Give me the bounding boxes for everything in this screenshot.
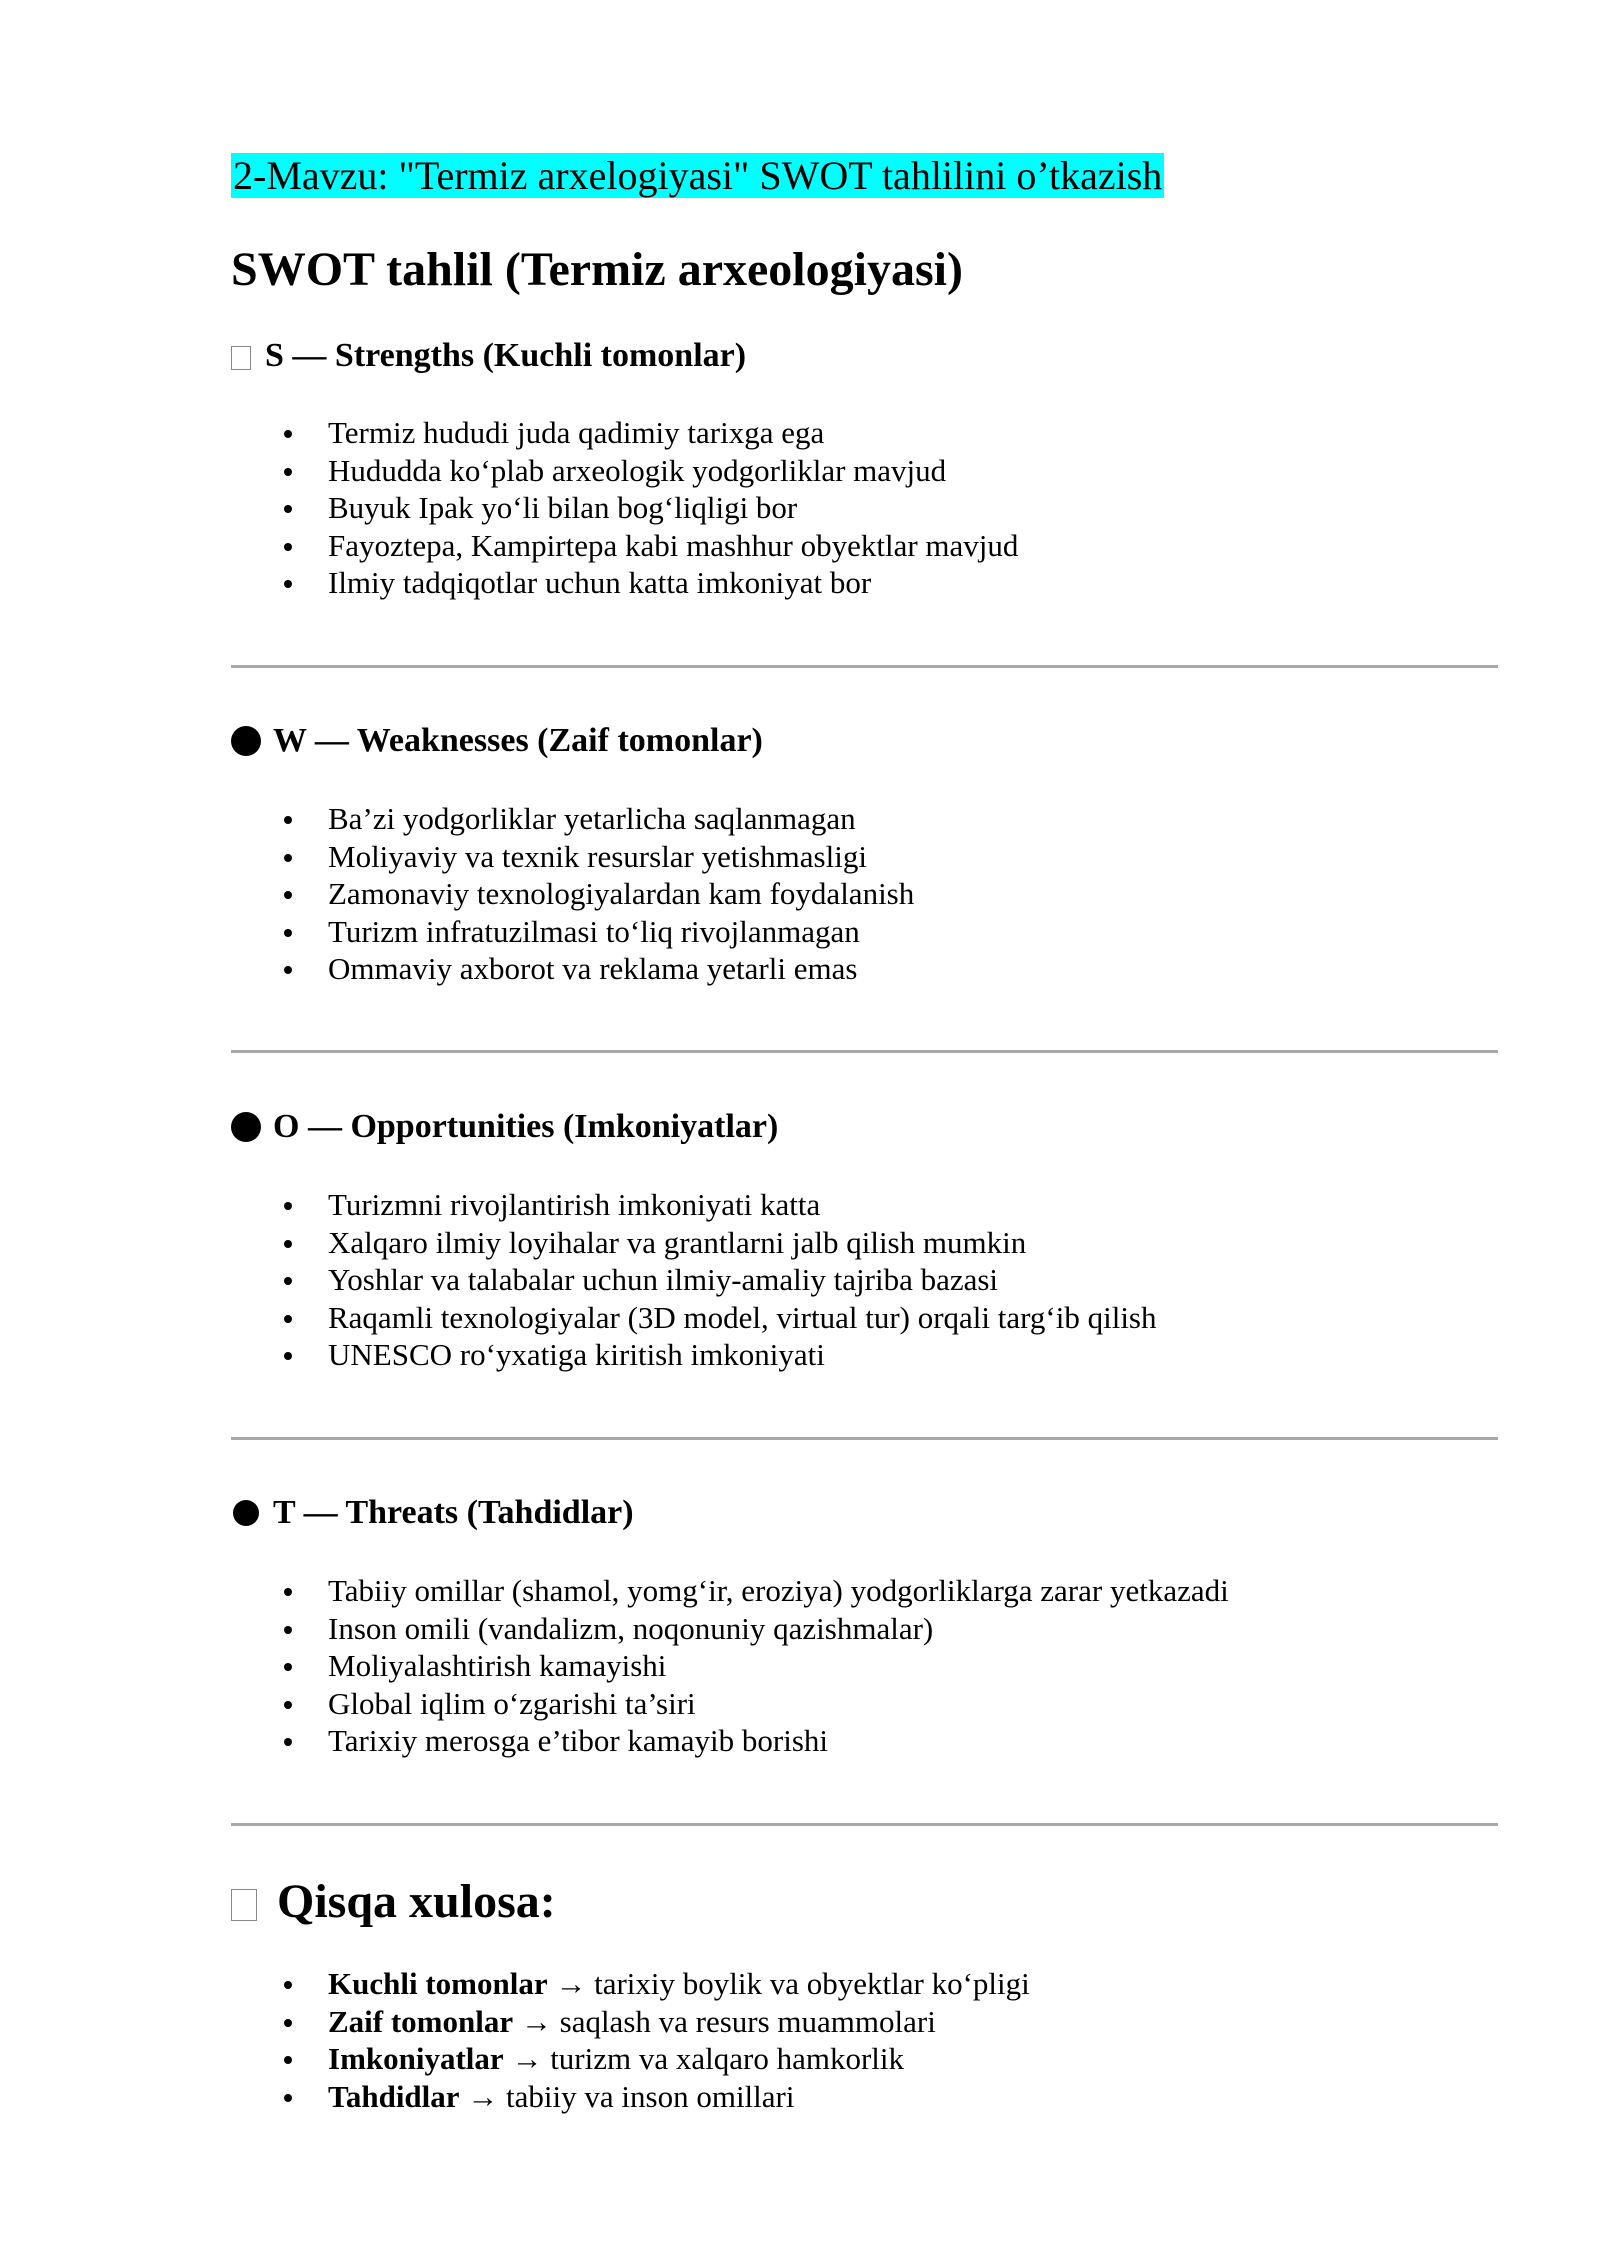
list-item xyxy=(231,2078,1030,2116)
summary-term: Imkoniyatlar xyxy=(328,2041,504,2077)
list-item-text: Moliyaviy va texnik resurslar yetishmasligi xyxy=(328,838,867,874)
document-heading: SWOT tahlil (Termiz arxeologiyasi) xyxy=(231,243,963,296)
list-item xyxy=(231,1299,1157,1337)
black-circle-icon xyxy=(231,1112,261,1142)
summary-text: turizm va xalqaro hamkorlik xyxy=(550,2041,904,2077)
list-item-text: Turizm infratuzilmasi to‘liq rivojlanmagan xyxy=(328,913,860,949)
list-item-text: Tarixiy merosga e’tibor kamayib borishi xyxy=(328,1723,829,1759)
summary-text: saqlash va resurs muammolari xyxy=(559,2003,936,2039)
section-divider xyxy=(231,1823,1498,1826)
list-item xyxy=(231,1647,1229,1685)
bullet-dot-icon xyxy=(284,1738,292,1746)
list-item-text: Global iqlim o‘zgarishi ta’siri xyxy=(328,1685,696,1721)
summary-term: Kuchli tomonlar xyxy=(328,1966,548,2001)
list-item xyxy=(231,1722,1229,1760)
list-item-text: Tabiiy omillar (shamol, yomg‘ir, eroziya) yodgorliklarga zarar yetkazadi xyxy=(328,1573,1229,1608)
strengths-list xyxy=(231,414,1018,602)
bullet-dot-icon xyxy=(284,2056,292,2064)
arrow-icon: → xyxy=(467,2078,499,2114)
summary-text: tabiiy va inson omillari xyxy=(506,2078,795,2114)
list-item xyxy=(231,1685,1229,1723)
list-item xyxy=(231,950,914,988)
black-circle-icon xyxy=(233,1500,259,1526)
bullet-dot-icon xyxy=(284,505,292,513)
arrow-icon: → xyxy=(520,2003,552,2039)
bullet-dot-icon xyxy=(284,966,292,974)
missing-glyph-box-icon xyxy=(231,346,251,370)
section-heading-text: W — Weaknesses (Zaif tomonlar) xyxy=(273,722,763,759)
list-item xyxy=(231,414,1018,452)
threats-list xyxy=(231,1572,1229,1760)
list-item xyxy=(231,838,914,876)
weaknesses-list xyxy=(231,800,914,988)
section-heading-threats xyxy=(231,1491,634,1535)
list-item xyxy=(231,1965,1030,2003)
arrow-icon: → xyxy=(511,2041,543,2077)
bullet-dot-icon xyxy=(284,1202,292,1210)
list-item xyxy=(231,489,1018,527)
section-heading-text: O — Opportunities (Imkoniyatlar) xyxy=(273,1108,779,1145)
section-divider xyxy=(231,1437,1498,1440)
section-heading-opportunities xyxy=(231,1105,778,1149)
list-item xyxy=(231,913,914,951)
bullet-dot-icon xyxy=(284,543,292,551)
section-heading-strengths xyxy=(231,334,746,378)
bullet-dot-icon xyxy=(284,1277,292,1285)
list-item-text: Termiz hududi juda qadimiy tarixga ega xyxy=(328,415,825,450)
bullet-dot-icon xyxy=(284,891,292,899)
list-item xyxy=(231,1336,1157,1374)
list-item-text: Buyuk Ipak yo‘li bilan bog‘liqligi bor xyxy=(328,490,798,526)
bullet-dot-icon xyxy=(284,468,292,476)
list-item xyxy=(231,1224,1157,1262)
list-item xyxy=(231,527,1018,565)
summary-heading-text: Qisqa xulosa: xyxy=(277,1875,556,1928)
list-item-text: Raqamli texnologiyalar (3D model, virtual tur) orqali targ‘ib qilish xyxy=(328,1299,1157,1335)
topic-title xyxy=(231,150,1164,202)
section-divider xyxy=(231,1050,1498,1053)
black-circle-icon xyxy=(231,726,261,756)
section-divider xyxy=(231,665,1498,668)
bullet-dot-icon xyxy=(284,1981,292,1989)
arrow-icon: → xyxy=(555,1966,587,2001)
list-item-text: Ommaviy axborot va reklama yetarli emas xyxy=(328,951,858,987)
bullet-dot-icon xyxy=(284,854,292,862)
list-item-text: Yoshlar va talabalar uchun ilmiy-amaliy tajriba bazasi xyxy=(328,1262,999,1298)
list-item xyxy=(231,452,1018,490)
opportunities-list xyxy=(231,1186,1157,1374)
list-item xyxy=(231,800,914,838)
list-item-text: UNESCO ro‘yxatiga kiritish imkoniyati xyxy=(328,1337,825,1373)
list-item-text: Fayoztepa, Kampirtepa kabi mashhur obyektlar mavjud xyxy=(328,527,1019,563)
missing-glyph-box-icon xyxy=(231,1889,257,1921)
list-item-text: Zamonaviy texnologiyalardan kam foydalanish xyxy=(328,876,915,912)
bullet-dot-icon xyxy=(284,1588,292,1596)
bullet-dot-icon xyxy=(284,1315,292,1323)
bullet-dot-icon xyxy=(284,929,292,937)
list-item-text: Ilmiy tadqiqotlar uchun katta imkoniyat bor xyxy=(328,565,872,601)
bullet-dot-icon xyxy=(284,1701,292,1709)
list-item xyxy=(231,564,1018,602)
list-item xyxy=(231,1572,1229,1610)
bullet-dot-icon xyxy=(284,430,292,438)
summary-text: tarixiy boylik va obyektlar ko‘pligi xyxy=(594,1966,1030,2001)
list-item-text: Turizmni rivojlantirish imkoniyati katta xyxy=(328,1187,821,1222)
bullet-dot-icon xyxy=(284,816,292,824)
list-item-text: Xalqaro ilmiy loyihalar va grantlarni jalb qilish mumkin xyxy=(328,1224,1027,1260)
bullet-dot-icon xyxy=(284,580,292,588)
bullet-dot-icon xyxy=(284,2094,292,2102)
list-item xyxy=(231,2040,1030,2078)
summary-term: Tahdidlar xyxy=(328,2078,460,2114)
summary-term: Zaif tomonlar xyxy=(328,2003,514,2039)
bullet-dot-icon xyxy=(284,1352,292,1360)
bullet-dot-icon xyxy=(284,1626,292,1634)
list-item xyxy=(231,1186,1157,1224)
summary-heading xyxy=(231,1872,556,1932)
section-heading-text: S — Strengths (Kuchli tomonlar) xyxy=(265,337,747,374)
section-heading-text: T — Threats (Tahdidlar) xyxy=(273,1494,634,1531)
list-item xyxy=(231,1610,1229,1648)
list-item-text: Ba’zi yodgorliklar yetarlicha saqlanmagan xyxy=(328,801,856,836)
bullet-dot-icon xyxy=(284,1663,292,1671)
list-item-text: Hududda ko‘plab arxeologik yodgorliklar mavjud xyxy=(328,452,947,488)
bullet-dot-icon xyxy=(284,1240,292,1248)
highlighted-topic-text: 2-Mavzu: "Termiz arxelogiyasi" SWOT tahlilini o’tkazish xyxy=(233,153,1163,198)
list-item-text: Moliyalashtirish kamayishi xyxy=(328,1648,667,1684)
section-heading-weaknesses xyxy=(231,719,763,763)
list-item xyxy=(231,2003,1030,2041)
list-item xyxy=(231,875,914,913)
bullet-dot-icon xyxy=(284,2019,292,2027)
list-item xyxy=(231,1261,1157,1299)
summary-list xyxy=(231,1965,1030,2115)
list-item-text: Inson omili (vandalizm, noqonuniy qazishmalar) xyxy=(328,1610,934,1646)
